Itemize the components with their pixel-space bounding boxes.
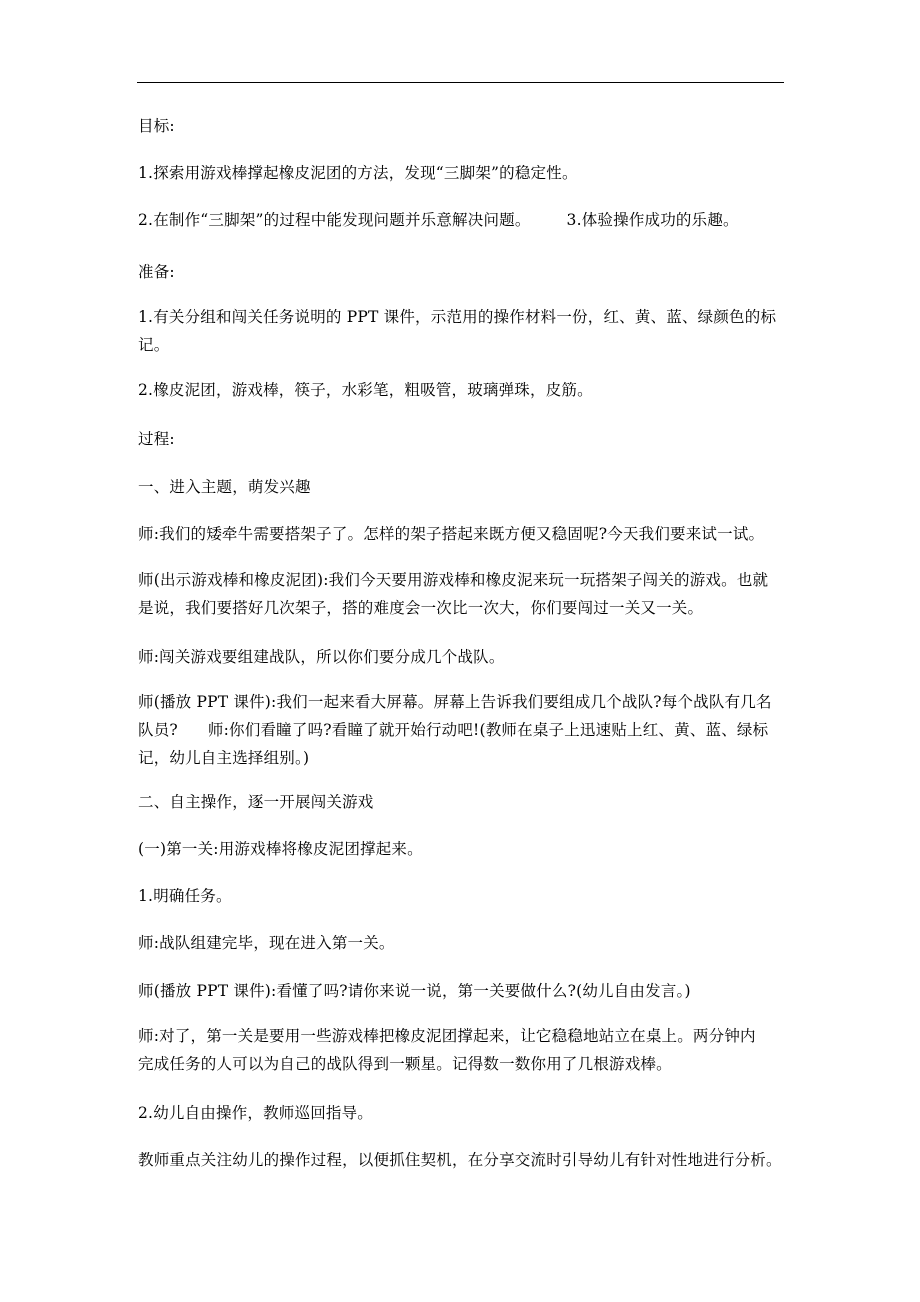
section-2-heading — [138, 788, 788, 816]
heading-process — [138, 425, 788, 453]
step-1-text: 1.明确任务。 — [138, 887, 232, 905]
heading-prep-text: 准备: — [138, 263, 175, 281]
section-1-heading-text: 一、进入主题，萌发兴趣 — [138, 478, 311, 496]
paragraph-1 — [138, 520, 788, 548]
paragraph-4-line-2a: 队员? — [138, 721, 178, 739]
prep-item-1-line-2: 记。 — [138, 336, 170, 354]
paragraph-2-line-2: 是说，我们要搭好几次架子，搭的难度会一次比一次大，你们要闯过一关又一关。 — [138, 599, 704, 617]
paragraph-7-line-2: 完成任务的人可以为自己的战队得到一颗星。记得数一数你用了几根游戏棒。 — [138, 1055, 672, 1073]
paragraph-8-text: 教师重点关注幼儿的操作过程，以便抓住契机，在分享交流时引导幼儿有针对性地进行分析。 — [138, 1151, 782, 1169]
paragraph-4-line-2b: 师:你们看瞳了吗?看瞳了就开始行动吧!(教师在桌子上迅速贴上红、黄、蓝、绿标 — [207, 721, 769, 739]
goal-items-2-3 — [138, 206, 788, 234]
heading-goal — [138, 112, 788, 140]
heading-goal-text: 目标: — [138, 117, 175, 135]
paragraph-4 — [138, 688, 788, 772]
section-1-heading — [138, 473, 788, 501]
paragraph-3 — [138, 643, 788, 671]
goal-item-1-text: 1.探索用游戏棒撑起橡皮泥团的方法，发现“三脚架”的稳定性。 — [138, 164, 578, 182]
heading-prep — [138, 258, 788, 286]
prep-item-1 — [138, 303, 788, 359]
paragraph-4-line-1: 师(播放 PPT 课件):我们一起来看大屏幕。屏幕上告诉我们要组成几个战队?每个战队有几名 — [138, 693, 772, 711]
prep-item-2 — [138, 376, 788, 404]
level-1-heading-text: (一)第一关:用游戏棒将橡皮泥团撑起来。 — [138, 840, 423, 858]
paragraph-4-line-3: 记，幼儿自主选择组别。) — [138, 749, 310, 767]
step-2 — [138, 1099, 788, 1127]
paragraph-3-text: 师:闯关游戏要组建战队，所以你们要分成几个战队。 — [138, 648, 505, 666]
step-2-text: 2.幼儿自由操作，教师巡回指导。 — [138, 1104, 373, 1122]
heading-process-text: 过程: — [138, 430, 175, 448]
paragraph-8 — [138, 1146, 788, 1174]
paragraph-5 — [138, 929, 788, 957]
goal-item-1 — [138, 159, 788, 187]
paragraph-5-text: 师:战队组建完毕，现在进入第一关。 — [138, 934, 395, 952]
goal-item-2-text: 2.在制作“三脚架”的过程中能发现问题并乐意解决问题。 — [138, 211, 531, 229]
paragraph-6-text: 师(播放 PPT 课件):看懂了吗?请你来说一说，第一关要做什么?(幼儿自由发言。) — [138, 982, 691, 1000]
prep-item-2-text: 2.橡皮泥团，游戏棒，筷子，水彩笔，粗吸管，玻璃弹珠，皮筋。 — [138, 381, 593, 399]
paragraph-7 — [138, 1022, 788, 1078]
section-2-heading-text: 二、自主操作，逐一开展闯关游戏 — [138, 793, 374, 811]
paragraph-1-text: 师:我们的矮牵牛需要搭架子了。怎样的架子搭起来既方便又稳固呢?今天我们要来试一试。 — [138, 525, 765, 543]
header-rule — [137, 82, 784, 83]
goal-item-3-text: 3.体验操作成功的乐趣。 — [566, 211, 739, 229]
prep-item-1-line-1: 1.有关分组和闯关任务说明的 PPT 课件，示范用的操作材料一份，红、黄、蓝、绿颜色的标 — [138, 308, 777, 326]
step-1 — [138, 882, 788, 910]
paragraph-7-line-1: 师:对了，第一关是要用一些游戏棒把橡皮泥团撑起来，让它稳稳地站立在桌上。两分钟内 — [138, 1027, 756, 1045]
paragraph-6 — [138, 977, 788, 1005]
paragraph-2 — [138, 566, 788, 622]
paragraph-2-line-1: 师(出示游戏棒和橡皮泥团):我们今天要用游戏棒和橡皮泥来玩一玩搭架子闯关的游戏。也就 — [138, 571, 769, 589]
level-1-heading — [138, 835, 788, 863]
